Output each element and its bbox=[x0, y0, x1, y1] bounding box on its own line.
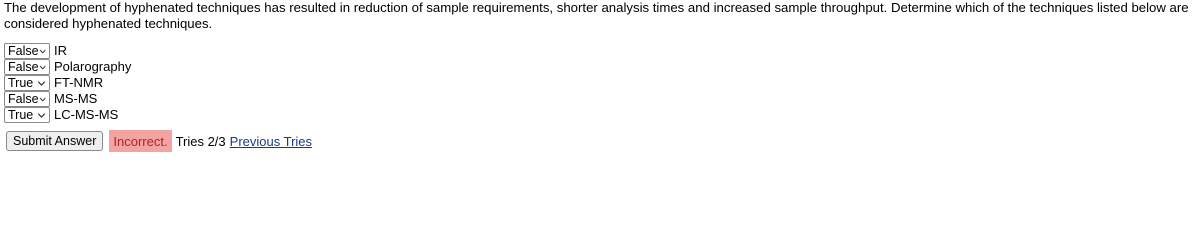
option-row-polarography bbox=[4, 59, 131, 75]
option-label-lc-ms-ms: LC-MS-MS bbox=[54, 107, 119, 122]
options-list bbox=[4, 43, 131, 123]
option-select-value: False bbox=[8, 44, 39, 58]
option-label-polarography: Polarography bbox=[54, 59, 132, 74]
option-row-ir bbox=[4, 43, 131, 59]
chevron-down-icon bbox=[37, 79, 46, 88]
chevron-down-icon bbox=[39, 47, 46, 56]
option-select-ir[interactable] bbox=[4, 43, 50, 59]
status-badge: Incorrect. bbox=[109, 130, 171, 152]
option-select-lc-ms-ms[interactable] bbox=[4, 107, 50, 123]
option-label-ir: IR bbox=[54, 43, 67, 58]
option-select-value: True bbox=[8, 108, 34, 122]
option-row-ms-ms bbox=[4, 91, 131, 107]
chevron-down-icon bbox=[39, 95, 46, 104]
option-select-ft-nmr[interactable] bbox=[4, 75, 50, 91]
option-select-polarography[interactable] bbox=[4, 59, 50, 75]
question-text: The development of hyphenated techniques has resulted in reduction of sample requirements, shorter analysis times and increased sample throughput. Determine which of the techniques listed below are considered hyphenated techniques. bbox=[4, 0, 1189, 31]
chevron-down-icon bbox=[37, 111, 46, 120]
answer-footer bbox=[6, 130, 312, 152]
option-label-ms-ms: MS-MS bbox=[54, 91, 98, 106]
previous-tries-link[interactable]: Previous Tries bbox=[229, 133, 313, 149]
option-select-value: False bbox=[8, 60, 39, 74]
option-select-ms-ms[interactable] bbox=[4, 91, 50, 107]
tries-counter: Tries 2/3 bbox=[175, 133, 226, 149]
chevron-down-icon bbox=[39, 63, 46, 72]
option-select-value: True bbox=[8, 76, 34, 90]
submit-answer-button[interactable]: Submit Answer bbox=[6, 131, 103, 151]
option-row-lc-ms-ms bbox=[4, 107, 131, 123]
option-label-ft-nmr: FT-NMR bbox=[54, 75, 104, 90]
option-select-value: False bbox=[8, 92, 39, 106]
option-row-ft-nmr bbox=[4, 75, 131, 91]
